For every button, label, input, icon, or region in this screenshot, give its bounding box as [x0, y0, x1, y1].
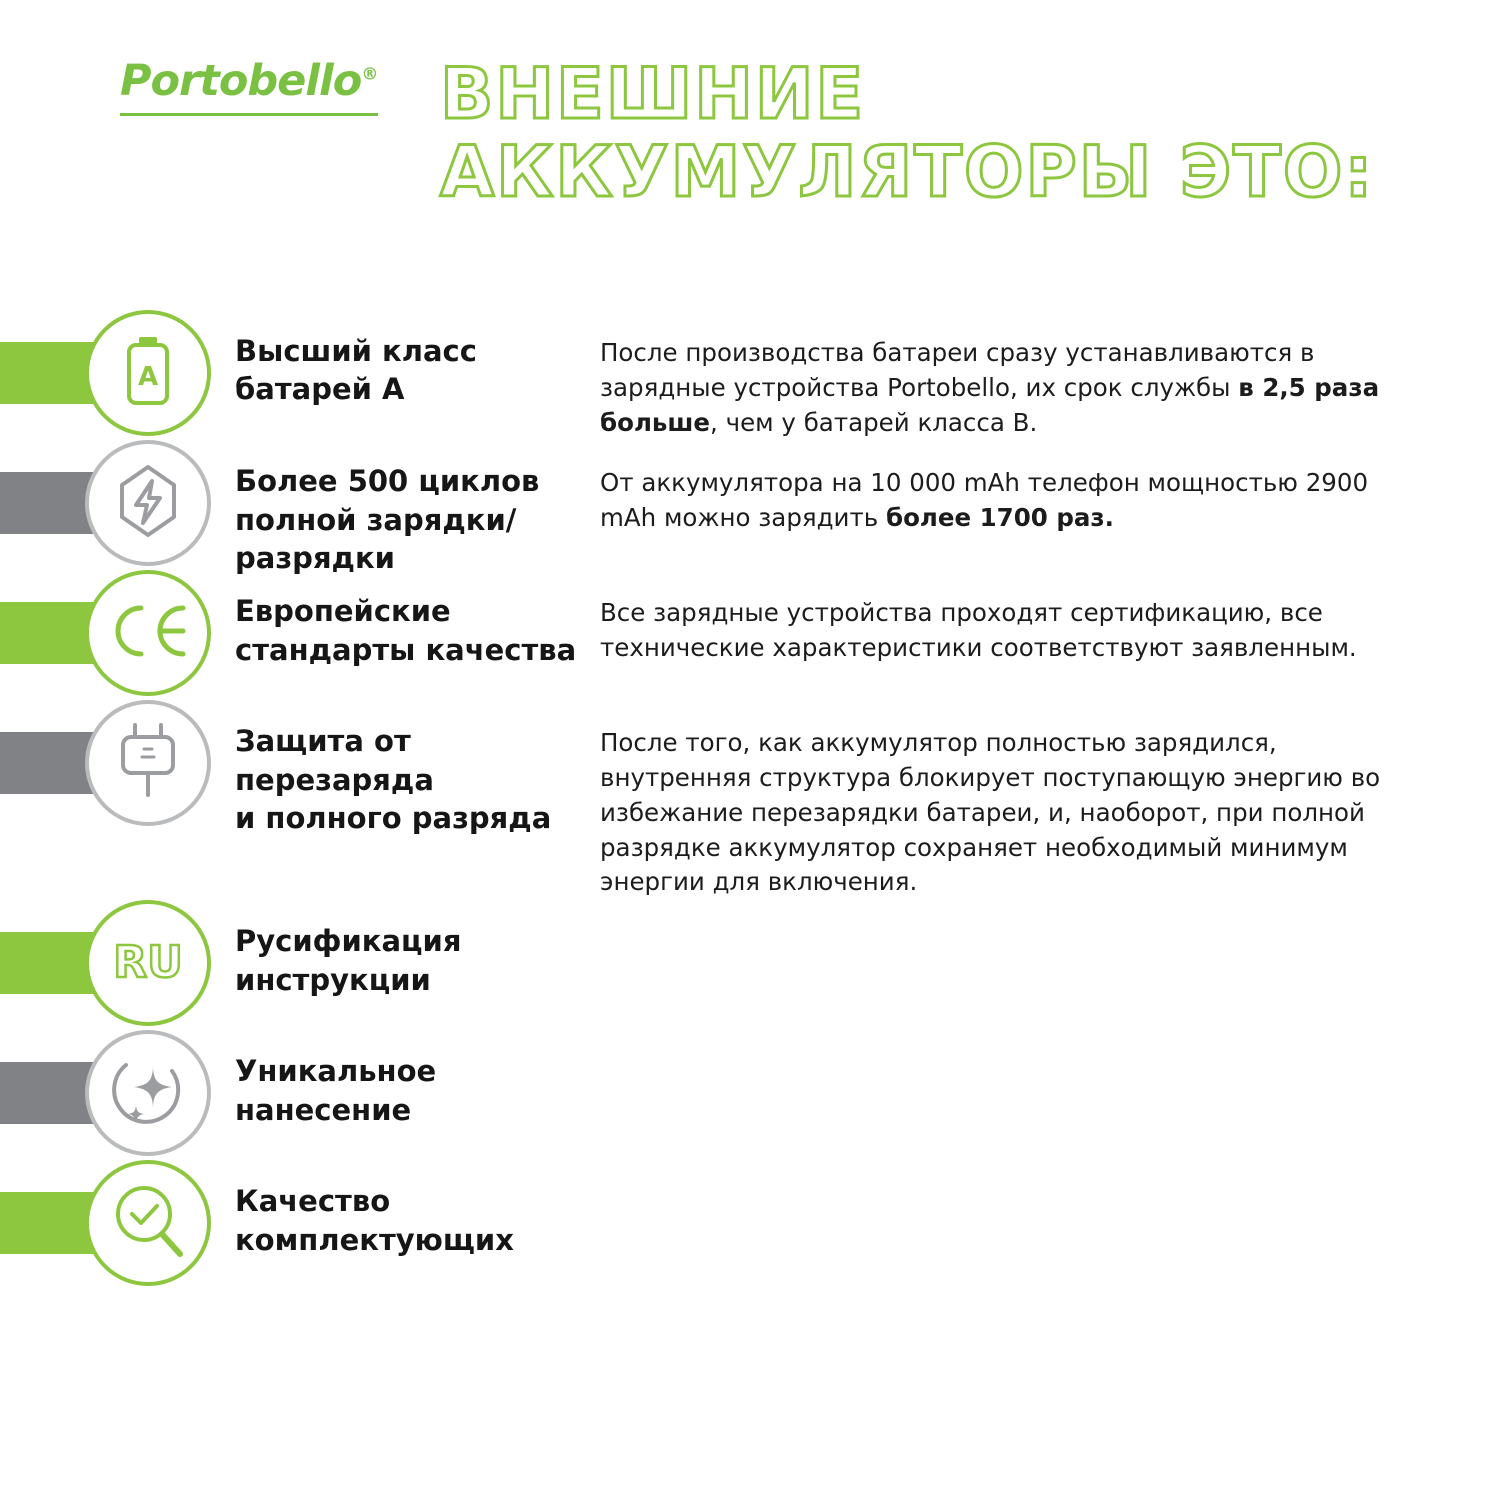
feature-icon-circle [85, 440, 211, 566]
brand-name: Portobello [120, 56, 362, 106]
page-header [0, 0, 1500, 290]
brand-logo-text [120, 56, 400, 106]
feature-row [0, 700, 1500, 900]
battery-class-a-icon [113, 334, 183, 413]
feature-title: Защита от перезаряда и полного разряда [235, 724, 552, 835]
feature-description [600, 900, 1430, 926]
feature-description: Все зарядные устройства проходят сертификацию, все технические характеристики соответствуют заявленным. [600, 598, 1357, 663]
svg-text:A: A [137, 361, 159, 392]
feature-badge [0, 440, 600, 575]
feature-row [0, 310, 1500, 440]
headline-line-1: ВНЕШНИЕ [440, 53, 866, 135]
brand-logo-underline [120, 113, 378, 116]
feature-icon-circle [85, 900, 211, 1026]
feature-description [600, 1160, 1430, 1186]
feature-badge [0, 700, 600, 835]
lightning-bolt-icon [112, 463, 184, 544]
feature-title: Высший класс батарей A [235, 334, 477, 407]
feature-title: Европейские стандарты качества [235, 594, 577, 667]
feature-description: От аккумулятора на 10 000 mAh телефон мощностью 2900 mAh можно зарядить более 1700 раз. [600, 468, 1369, 533]
feature-row [0, 440, 1500, 575]
brand-logo [120, 56, 400, 116]
feature-icon-circle [85, 700, 211, 826]
feature-title: Русификация инструкции [235, 924, 462, 997]
ce-mark-icon [105, 600, 191, 667]
ru-language-icon [103, 931, 193, 996]
feature-badge [0, 310, 600, 440]
sparkle-print-icon [108, 1051, 188, 1136]
page-title [440, 55, 1460, 212]
power-plug-icon [115, 721, 181, 806]
feature-badge [0, 1030, 600, 1160]
feature-row [0, 1030, 1500, 1160]
feature-icon-circle [85, 570, 211, 696]
feature-list [0, 310, 1500, 1290]
svg-text:RU: RU [113, 936, 183, 988]
feature-badge [0, 1160, 600, 1290]
feature-row [0, 1160, 1500, 1290]
feature-icon-circle [85, 1030, 211, 1156]
feature-row [0, 570, 1500, 700]
feature-icon-circle [85, 310, 211, 436]
feature-description: После производства батареи сразу устанавливаются в зарядные устройства Portobello, их срок службы в 2,5 раза больше, чем у батарей класса B. [600, 338, 1380, 437]
magnifier-check-icon [110, 1182, 186, 1265]
feature-row [0, 900, 1500, 1030]
feature-badge [0, 570, 600, 700]
feature-icon-circle [85, 1160, 211, 1286]
feature-title: Уникальное нанесение [235, 1054, 437, 1127]
feature-description [600, 1030, 1430, 1056]
feature-badge [0, 900, 600, 1030]
registered-mark: ® [361, 64, 378, 85]
feature-description: После того, как аккумулятор полностью зарядился, внутренняя структура блокирует поступающую энергию во избежание перезарядки батареи, и, наоборот, при полной разрядке аккумулятор сохраняет необходимый минимум энергии для включения. [600, 728, 1381, 897]
headline-line-2: АККУМУЛЯТОРЫ ЭТО: [440, 131, 1375, 214]
feature-title: Качество комплектующих [235, 1184, 514, 1257]
feature-title: Более 500 циклов полной зарядки/ разрядки [235, 464, 540, 575]
